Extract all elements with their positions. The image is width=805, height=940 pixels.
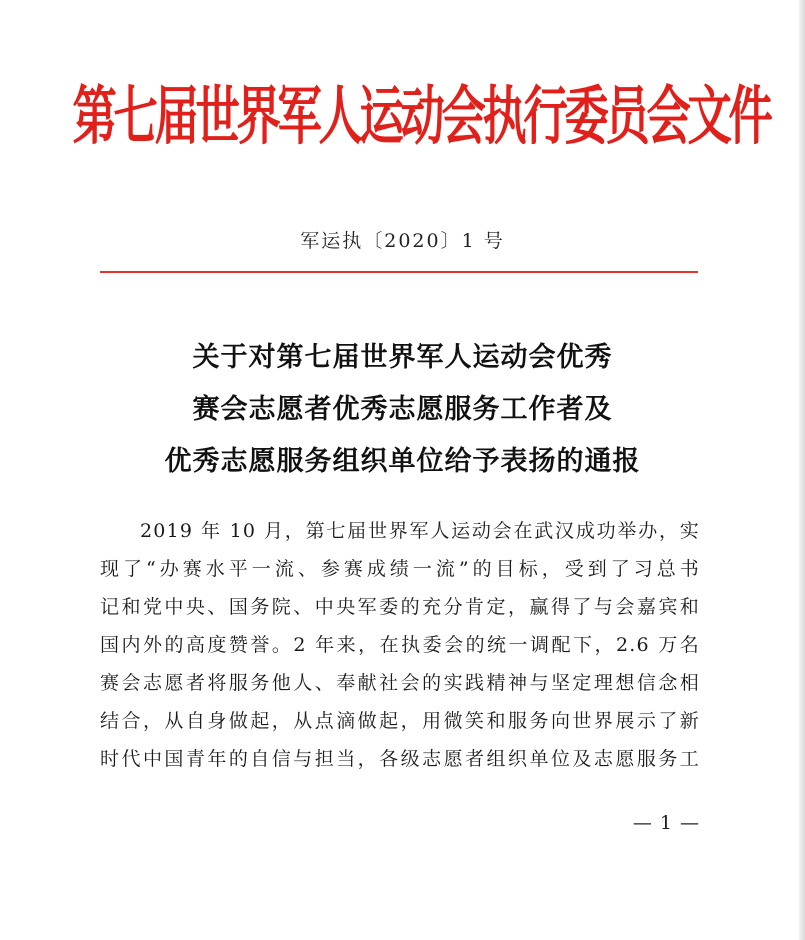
body-line-3: 记和党中央、国务院、中央军委的充分肯定，赢得了与会嘉宾和 [100, 596, 700, 618]
title-line-1: 关于对第七届世界军人运动会优秀 [192, 342, 613, 373]
red-separator-line [100, 271, 698, 273]
body-line-1: 2019 年 10 月，第七届世界军人运动会在武汉成功举办，实 [140, 520, 700, 542]
body-line-2: 现了“办赛水平一流、参赛成绩一流”的目标，受到了习总书 [100, 558, 700, 580]
title-line-2: 赛会志愿者优秀志愿服务工作者及 [192, 394, 613, 425]
document-title [0, 332, 805, 488]
page-number: — 1 — [632, 812, 700, 834]
document-number: 军运执〔2020〕1 号 [300, 230, 505, 252]
title-line-3: 优秀志愿服务组织单位给予表扬的通报 [164, 446, 641, 477]
issuer-masthead: 第七届世界军人运动会执行委员会文件 [72, 77, 770, 154]
body-paragraph [100, 512, 700, 778]
body-line-6: 结合，从自身做起，从点滴做起，用微笑和服务向世界展示了新 [100, 710, 700, 732]
body-line-7: 时代中国青年的自信与担当，各级志愿者组织单位及志愿服务工 [100, 748, 700, 770]
body-line-4: 国内外的高度赞誉。2 年来，在执委会的统一调配下，2.6 万名 [100, 634, 700, 656]
body-line-5: 赛会志愿者将服务他人、奉献社会的实践精神与坚定理想信念相 [100, 672, 700, 694]
